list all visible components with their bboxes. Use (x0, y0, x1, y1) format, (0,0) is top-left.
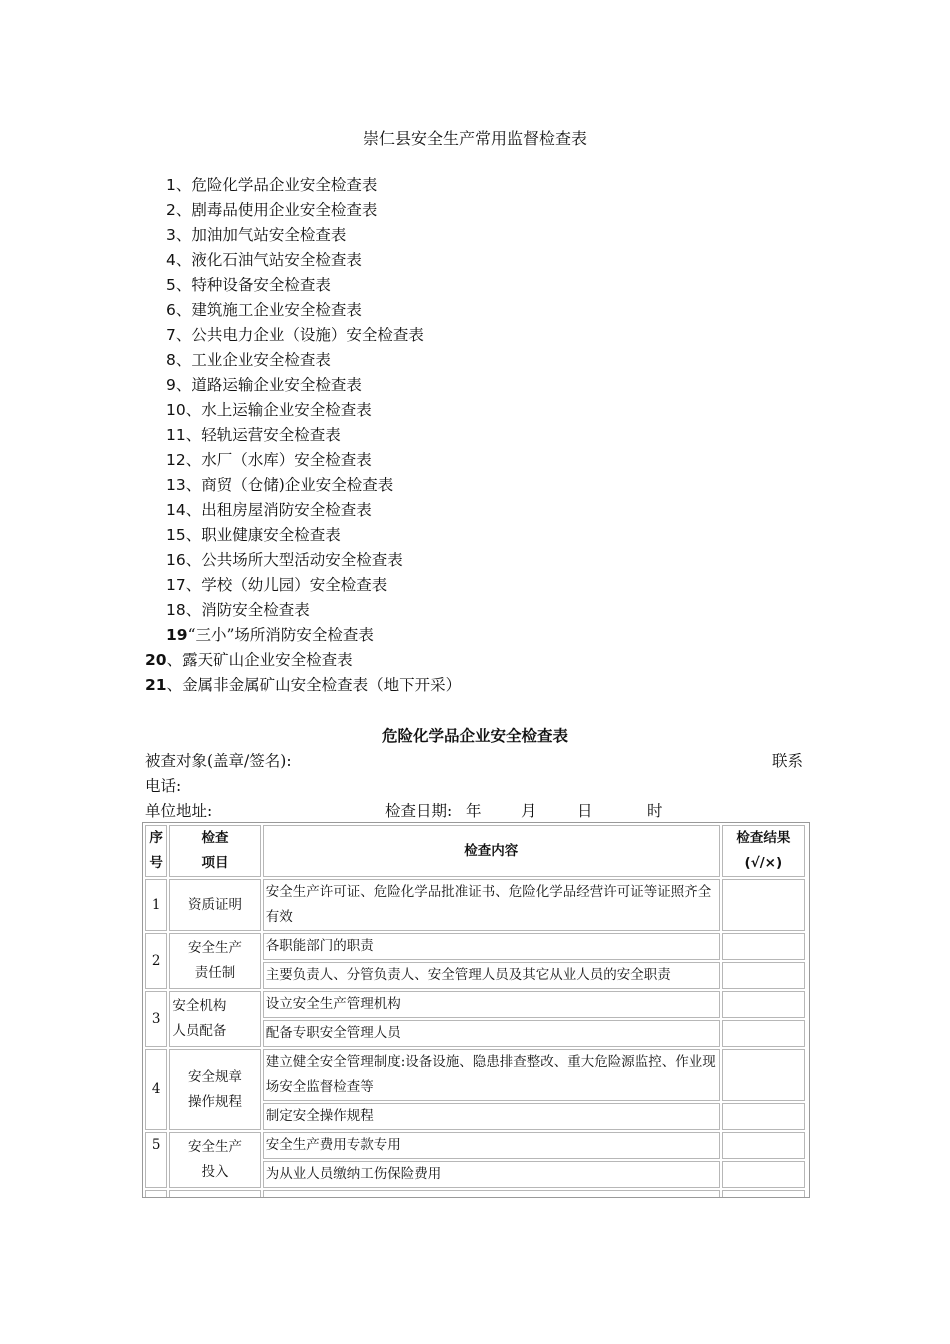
toc-item-text: 消防安全检查表 (201, 601, 310, 619)
seq-cell: 1 (145, 879, 167, 931)
seq-cell: 3 (145, 991, 167, 1047)
toc-item: 17、学校（幼儿园）安全检查表 (166, 576, 388, 594)
content-cell: 各职能部门的职责 (263, 933, 720, 960)
toc-item-number: 17 (166, 576, 186, 594)
toc-item-number: 9 (166, 376, 176, 394)
item-cell: 资质证明 (169, 879, 260, 931)
toc-item: 5、特种设备安全检查表 (166, 276, 331, 294)
item-cell: 安全规章 操作规程 (169, 1049, 260, 1130)
toc-item-text: 水上运输企业安全检查表 (201, 401, 372, 419)
form-title: 危险化学品企业安全检查表 (381, 727, 568, 745)
toc-item: 20、露天矿山企业安全检查表 (145, 651, 353, 669)
toc-item: 16、公共场所大型活动安全检查表 (166, 551, 403, 569)
result-cell[interactable] (722, 879, 805, 931)
result-cell[interactable] (722, 962, 805, 989)
content-cell: 制定安全操作规程 (263, 1103, 720, 1130)
toc-item-text: 工业企业安全检查表 (191, 351, 331, 369)
content-cell: 配备专职安全管理人员 (263, 1020, 720, 1047)
toc-item-number: 10 (166, 401, 186, 419)
toc-item: 7、公共电力企业（设施）安全检查表 (166, 326, 424, 344)
table-row (145, 879, 805, 931)
inspection-date-label: 检查日期: (385, 802, 453, 820)
toc-item: 10、水上运输企业安全检查表 (166, 401, 372, 419)
year-label: 年 (466, 802, 482, 820)
table-row (145, 1049, 805, 1101)
table-row (145, 933, 805, 960)
toc-item-text: 危险化学品企业安全检查表 (191, 176, 378, 194)
toc-item-text: 剧毒品使用企业安全检查表 (191, 201, 378, 219)
content-cell: 安全生产费用专款专用 (263, 1132, 720, 1159)
day-label: 日 (577, 802, 593, 820)
toc-item: 8、工业企业安全检查表 (166, 351, 331, 369)
contact-label: 联系 (772, 752, 804, 770)
toc-item-number: 7 (166, 326, 176, 344)
toc-item-number: 13 (166, 476, 186, 494)
result-cell[interactable] (722, 1049, 805, 1101)
content-cell: 设立安全生产管理机构 (263, 991, 720, 1018)
phone-label: 电话: (145, 777, 182, 795)
item-cell: 安全生产 责任制 (169, 933, 260, 989)
item-cell: 安全生产 投入 (169, 1132, 260, 1188)
toc-item-text: 职业健康安全检查表 (201, 526, 341, 544)
toc-item-number: 12 (166, 451, 186, 469)
header-item: 检查 项目 (169, 825, 260, 877)
toc-item-number: 8 (166, 351, 176, 369)
table-header-row (145, 825, 805, 877)
toc-item (166, 625, 374, 645)
result-cell[interactable] (722, 1190, 805, 1198)
toc-item-number: 14 (166, 501, 186, 519)
toc-item-text: 液化石油气站安全检查表 (191, 251, 362, 269)
toc-item-number: 15 (166, 526, 186, 544)
toc-item: 13、商贸（仓储)企业安全检查表 (166, 476, 394, 494)
toc-item: 15、职业健康安全检查表 (166, 526, 341, 544)
toc-item-number: 4 (166, 251, 176, 269)
toc-item-number: 6 (166, 301, 176, 319)
toc-item: 9、道路运输企业安全检查表 (166, 376, 362, 394)
toc-item-number: 21 (145, 676, 167, 694)
hour-label: 时 (647, 802, 663, 820)
inspection-table-frame (142, 822, 810, 1198)
seq-cell: 5 (145, 1132, 167, 1188)
toc-item-number: 16 (166, 551, 186, 569)
toc-item-text: 公共电力企业（设施）安全检查表 (191, 326, 424, 344)
table-row (145, 1132, 805, 1159)
header-seq: 序 号 (145, 825, 167, 877)
toc-item-number: 1 (166, 176, 176, 194)
toc-item-text: 道路运输企业安全检查表 (191, 376, 362, 394)
toc-item: 4、液化石油气站安全检查表 (166, 251, 362, 269)
result-cell[interactable] (722, 1132, 805, 1159)
toc-item: 3、加油加气站安全检查表 (166, 226, 347, 244)
toc-item-text: 露天矿山企业安全检查表 (182, 651, 353, 669)
toc-item-text: 出租房屋消防安全检查表 (201, 501, 372, 519)
header-result: 检查结果 (√/×) (722, 825, 805, 877)
result-cell[interactable] (722, 933, 805, 960)
toc-item-number: 20 (145, 651, 167, 669)
toc-item-text: 金属非金属矿山安全检查表（地下开采） (182, 676, 462, 694)
toc-item: 1、危险化学品企业安全检查表 (166, 176, 378, 194)
address-label: 单位地址: (145, 802, 213, 820)
toc-item: 2、剧毒品使用企业安全检查表 (166, 201, 378, 219)
toc-item-text: 加油加气站安全检查表 (191, 226, 347, 244)
toc-item-number: 18 (166, 601, 186, 619)
toc-item: 12、水厂（水库）安全检查表 (166, 451, 372, 469)
result-cell[interactable] (722, 1103, 805, 1130)
toc-item: 11、轻轨运营安全检查表 (166, 426, 341, 444)
toc-item: 21、金属非金属矿山安全检查表（地下开采） (145, 676, 462, 694)
toc-item-number: 11 (166, 426, 186, 444)
table-row (145, 1190, 805, 1198)
toc-item-text: “三小”场所消防安全检查表 (187, 626, 374, 644)
toc-item: 14、出租房屋消防安全检查表 (166, 501, 372, 519)
toc-item-text: 水厂（水库）安全检查表 (201, 451, 372, 469)
document-title: 崇仁县安全生产常用监督检查表 (362, 129, 587, 148)
toc-item-text: 轻轨运营安全检查表 (201, 426, 341, 444)
content-cell: 为从业人员缴纳工伤保险费用 (263, 1161, 720, 1188)
toc-item-text: 特种设备安全检查表 (191, 276, 331, 294)
toc-item-number: 3 (166, 226, 176, 244)
toc-item-number: 19 (166, 626, 188, 644)
inspection-table (143, 823, 807, 1198)
content-cell: 安全生产许可证、危险化学品批准证书、危险化学品经营许可证等证照齐全有效 (263, 879, 720, 931)
toc-item-text: 商贸（仓储)企业安全检查表 (201, 476, 394, 494)
toc-item-text: 建筑施工企业安全检查表 (191, 301, 362, 319)
item-cell: 安全机构 人员配备 (169, 991, 260, 1047)
toc-item-text: 公共场所大型活动安全检查表 (201, 551, 403, 569)
result-cell[interactable] (722, 1020, 805, 1047)
content-cell: 建立健全安全管理制度:设备设施、隐患排查整改、重大危险源监控、作业现场安全监督检查等 (263, 1049, 720, 1101)
inspected-party-label: 被查对象(盖章/签名): (145, 752, 292, 770)
result-cell[interactable] (722, 991, 805, 1018)
seq-cell: 4 (145, 1049, 167, 1130)
table-row (145, 991, 805, 1018)
seq-cell (145, 1190, 167, 1198)
toc-item: 18、消防安全检查表 (166, 601, 310, 619)
toc-item-number: 2 (166, 201, 176, 219)
toc-item-text: 学校（幼儿园）安全检查表 (201, 576, 388, 594)
header-content: 检查内容 (263, 825, 720, 877)
toc-item-number: 5 (166, 276, 176, 294)
content-cell (263, 1190, 720, 1198)
result-cell[interactable] (722, 1161, 805, 1188)
item-cell (169, 1190, 260, 1198)
content-cell: 主要负责人、分管负责人、安全管理人员及其它从业人员的安全职责 (263, 962, 720, 989)
seq-cell: 2 (145, 933, 167, 989)
toc-item: 6、建筑施工企业安全检查表 (166, 301, 362, 319)
month-label: 月 (521, 802, 537, 820)
